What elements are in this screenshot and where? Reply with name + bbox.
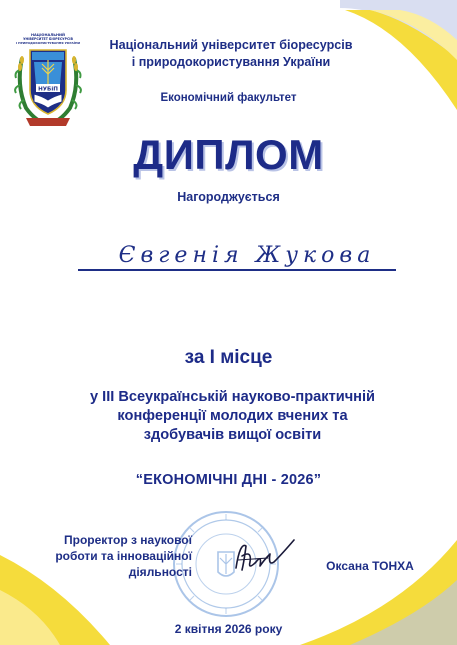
handwritten-signature bbox=[228, 532, 298, 578]
logo-caption-line1: НАЦІОНАЛЬНИЙ bbox=[30, 33, 66, 37]
event-name: “ЕКОНОМІЧНІ ДНІ - 2026” bbox=[135, 472, 322, 488]
signatory-role-line3: діяльності bbox=[128, 565, 192, 579]
faculty-name: Економічний факультет bbox=[160, 92, 297, 104]
conference-line2: конференції молодих вчених та bbox=[117, 408, 348, 424]
signatory-role bbox=[28, 532, 192, 580]
award-place: за І місце bbox=[184, 347, 273, 368]
logo-caption-line2: УНІВЕРСИТЕТ БІОРЕСУРСІВ bbox=[23, 37, 73, 41]
diploma-title: ДИПЛОМ bbox=[133, 131, 324, 178]
signatory-name: Оксана ТОНХА bbox=[326, 559, 414, 573]
university-name-line2: і природокористування України bbox=[131, 55, 331, 69]
university-name-line1: Національний університет біоресурсів bbox=[109, 38, 353, 52]
conference-line1: у ІІІ Всеукраїнській науково-практичній bbox=[89, 389, 376, 405]
conference-line3: здобувачів вищої освіти bbox=[143, 427, 322, 443]
logo-caption-line3: І ПРИРОДОКОРИСТУВАННЯ УКРАЇНИ bbox=[15, 41, 81, 45]
issue-date: 2 квітня 2026 року bbox=[174, 622, 283, 636]
conference-description bbox=[40, 388, 425, 445]
logo-shield-text: НУБіП bbox=[38, 86, 58, 93]
university-logo bbox=[12, 30, 84, 130]
signatory-role-line1: Проректор з наукової bbox=[63, 533, 192, 547]
university-name bbox=[92, 37, 370, 71]
recipient-name: Євгенія Жукова bbox=[118, 243, 376, 268]
name-underline bbox=[78, 269, 396, 271]
signatory-role-line2: роботи та інноваційної bbox=[55, 549, 192, 563]
awarded-label: Нагороджується bbox=[177, 190, 280, 204]
